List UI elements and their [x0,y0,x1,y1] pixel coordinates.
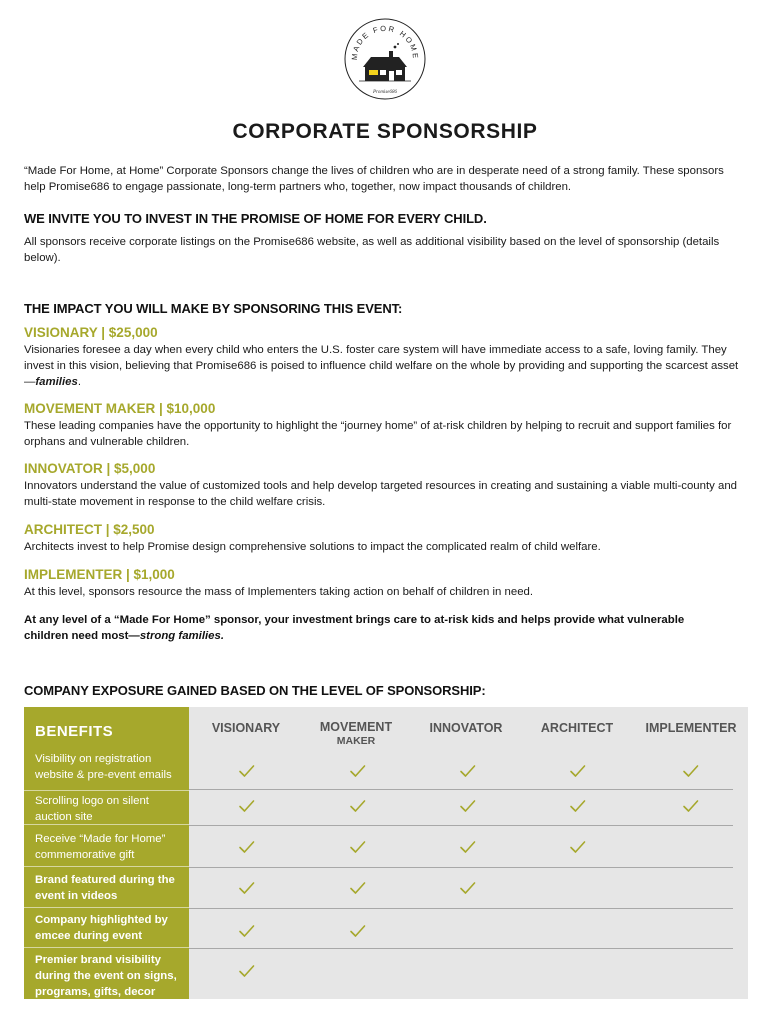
benefit-row-0: Visibility on registration website & pre-event emails [35,753,172,781]
column-visionary: VISIONARY [211,721,281,735]
benefit-row-4: Company highlighted by emcee during event [35,914,168,942]
check-icon [569,840,586,854]
level-innovator-title: INNOVATOR | $5,000 [24,461,156,476]
check-icon [238,764,255,778]
row-divider [189,948,733,949]
invite-heading: WE INVITE YOU TO INVEST IN THE PROMISE OF HOME FOR EVERY CHILD. [24,211,487,226]
benefit-row-2: Receive “Made for Home” commemorative gift [35,833,166,861]
check-icon [682,764,699,778]
benefit-row-3: Brand featured during the event in videos [35,874,175,902]
level-implementer-text: At this level, sponsors resource the mass of Implementers taking action on behalf of children in need. [24,586,534,598]
check-icon [459,764,476,778]
check-icon [459,799,476,813]
row-divider [189,908,733,909]
check-icon [349,840,366,854]
benefit-row-1: Scrolling logo on silent auction site [35,795,149,823]
exposure-heading: COMPANY EXPOSURE GAINED BASED ON THE LEVEL OF SPONSORSHIP: [24,683,486,698]
check-icon [459,840,476,854]
level-visionary-text: Visionaries foresee a day when every child who enters the U.S. foster care system will have immediate access to a safe, loving family. They invest in this vision, believing that Promise686 is poised to influence child welfare on the whole by providing and supporting the scarcest asset—families. [24,344,739,388]
check-icon [569,799,586,813]
benefits-label: BENEFITS [35,723,114,740]
check-icon [238,840,255,854]
check-icon [459,881,476,895]
benefit-divider [24,907,189,908]
check-icon [682,799,699,813]
made-for-home-logo [343,17,427,101]
column-movement-maker: MOVEMENT MAKER [319,720,393,747]
level-implementer-title: IMPLEMENTER | $1,000 [24,567,175,582]
check-icon [349,881,366,895]
check-icon [349,799,366,813]
check-icon [238,799,255,813]
column-architect: ARCHITECT [540,721,614,735]
benefits-table [24,707,748,999]
column-innovator: INNOVATOR [429,721,503,735]
svg-text:MADE FOR HOME: MADE FOR HOME [349,23,421,61]
impact-heading: THE IMPACT YOU WILL MAKE BY SPONSORING THIS EVENT: [24,301,403,316]
level-movement-maker-text: These leading companies have the opportunity to highlight the “journey home” of at-risk children by helping to recruit and support families for orphans and vulnerable children. [24,420,732,448]
row-divider [189,867,733,868]
level-movement-maker-title: MOVEMENT MAKER | $10,000 [24,401,216,416]
page-title: CORPORATE SPONSORSHIP [232,120,538,143]
benefit-divider [24,790,189,791]
check-icon [349,924,366,938]
check-icon [569,764,586,778]
check-icon [238,881,255,895]
benefit-divider [24,866,189,867]
invite-paragraph: All sponsors receive corporate listings on the Promise686 website, as well as additional visibility based on the level of sponsorship (details below). [24,236,720,264]
column-implementer: IMPLEMENTER [645,721,737,735]
row-divider [189,825,733,826]
benefit-row-5: Premier brand visibility during the event on signs, programs, gifts, decor [35,954,177,998]
benefit-divider [24,947,189,948]
level-architect-title: ARCHITECT | $2,500 [24,522,155,537]
svg-text:Promise686: Promise686 [373,90,397,95]
check-icon [238,924,255,938]
check-icon [238,964,255,978]
level-visionary-title: VISIONARY | $25,000 [24,325,158,340]
intro-paragraph: “Made For Home, at Home” Corporate Sponsors change the lives of children who are in desperate need of a strong family. These sponsors help Promise686 to engage passionate, long-term partners who, together, now impact thousands of children. [24,165,724,193]
level-architect-text: Architects invest to help Promise design comprehensive solutions to impact the complicated realm of child welfare. [24,541,601,553]
closing-statement: At any level of a “Made For Home” sponsor, your investment brings care to at-risk kids and helps provide what vulnerable children need most—strong families. [24,614,685,642]
check-icon [349,764,366,778]
level-innovator-text: Innovators understand the value of customized tools and help develop targeted resources in creating and sustaining a viable multi-county and multi-state movement in response to the child welfare crisis. [24,480,737,508]
benefit-divider [24,824,189,825]
row-divider [189,789,733,790]
benefits-column [24,707,189,999]
